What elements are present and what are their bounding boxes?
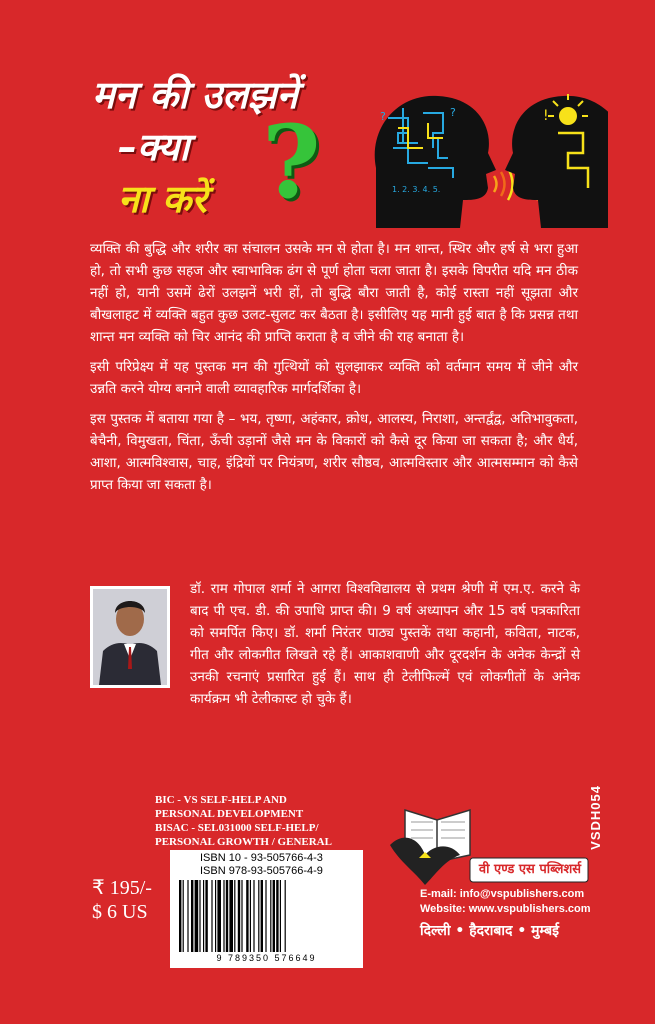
svg-text:?: ?: [450, 106, 456, 119]
price-block: [92, 876, 152, 924]
illustration-numbers: 1. 2. 3. 4. 5.: [392, 185, 441, 194]
author-portrait-icon: [93, 589, 167, 685]
question-mark: ?: [262, 103, 321, 221]
price-usd: $ 6 US: [92, 901, 148, 923]
barcode-icon: [179, 880, 354, 952]
description-paragraph: इस पुस्तक में बताया गया है – भय, तृष्णा, अहंकार, क्रोध, आलस्य, निराशा, अन्तर्द्वंद्व, अतिभावुकता, बेचैनी, विमुखता, चिंता, ऊँची उड़ानों जैसे मन के विकारों को कैसे दूर किया जा सकता है; और धैर्य, आशा, आत्मविश्वास, चाह, इंद्रियों पर नियंत्रण, शरीर सौष्ठव, आत्मविस्तार और आत्मसम्मान को कैसे प्राप्त किया जा सकता है।: [90, 411, 578, 493]
svg-text:?: ?: [380, 110, 386, 123]
svg-text:!: !: [543, 108, 549, 124]
author-photo: [90, 586, 170, 688]
description-text: [90, 238, 578, 504]
description-paragraph: व्यक्ति की बुद्धि और शरीर का संचालन उसके मन से होता है। मन शान्त, स्थिर और हर्ष से भरा हुआ हो, तो सभी कुछ सहज और स्वाभाविक ढंग से पूर्ण होता चला जाता है। इसके विपरीत यदि मन ठीक नहीं हो, यानी उसमें ढेरों उलझनें भरी हों, तो बुद्धि बौरा जाती है, कोई रास्ता नहीं सूझता और बौखलाहट में व्यक्ति बहुत कुछ उलट-सुलट कर बैठता है। इसीलिए यह मानी हुई बात है कि प्रसन्न तथा शान्त मन व्यक्ति को चिर आनंद की प्राप्ति कराता है व जीने की राह बनाता है।: [90, 241, 578, 345]
price-inr: ₹ 195/-: [92, 877, 152, 899]
sku-code: VSDH054: [588, 785, 603, 850]
publisher-logo: [375, 800, 590, 888]
description-paragraph: इसी परिप्रेक्ष्य में यह पुस्तक मन की गुत्थियों को सुलझाकर व्यक्ति को वर्तमान समय में जीने और उन्नति करने योग्य बनाने वाली व्यावहारिक मार्गदर्शिका है।: [90, 359, 578, 397]
isbn-13: ISBN 978-93-505766-4-9: [200, 865, 323, 877]
publisher-name: वी एण्ड एस पब्लिशर्स: [478, 862, 582, 877]
classification-line: PERSONAL GROWTH / GENERAL: [155, 836, 332, 848]
classification-block: [155, 793, 375, 849]
contact-block: [420, 887, 591, 917]
isbn-10: ISBN 10 - 93-505766-4-3: [200, 852, 323, 864]
barcode-box: [170, 850, 363, 968]
title-line-3: ना करें: [118, 177, 207, 221]
title-line-1: मन की उलझनें: [92, 73, 298, 117]
website-text: Website: www.vspublishers.com: [420, 903, 591, 915]
right-head-icon: [505, 94, 608, 228]
two-heads-illustration: [368, 88, 608, 236]
title-line-2: –क्या: [118, 125, 190, 169]
author-bio: डॉ. राम गोपाल शर्मा ने आगरा विश्वविद्यालय से प्रथम श्रेणी में एम.ए. करने के बाद पी एच. डी. की उपाधि प्राप्त की। 9 वर्ष अध्यापन और 15 वर्ष पत्रकारिता को समर्पित किए। डॉ. शर्मा निरंतर पाठ्य पुस्तकें तथा कहानी, कविता, नाटक, गीत और लोकगीत लिखते रहे हैं। आकाशवाणी और दूरदर्शन के अनेक केन्द्रों से उनकी रचनाएं प्रसारित हुई हैं। साथ ही टेलीफिल्में एवं लोकगीतों के अनेक कार्यक्रम भी टेलीकास्ट हो चुके हैं।: [190, 581, 580, 707]
classification-line: BISAC - SEL031000 SELF-HELP/: [155, 822, 319, 834]
barcode-digits: 9 789350 576649: [216, 953, 317, 963]
classification-line: PERSONAL DEVELOPMENT: [155, 808, 304, 820]
classification-line: BIC - VS SELF-HELP AND: [155, 794, 287, 806]
left-head-icon: [375, 96, 496, 228]
email-text: E-mail: info@vspublishers.com: [420, 888, 585, 900]
publisher-cities: दिल्ली • हैदराबाद • मुम्बई: [420, 923, 559, 939]
